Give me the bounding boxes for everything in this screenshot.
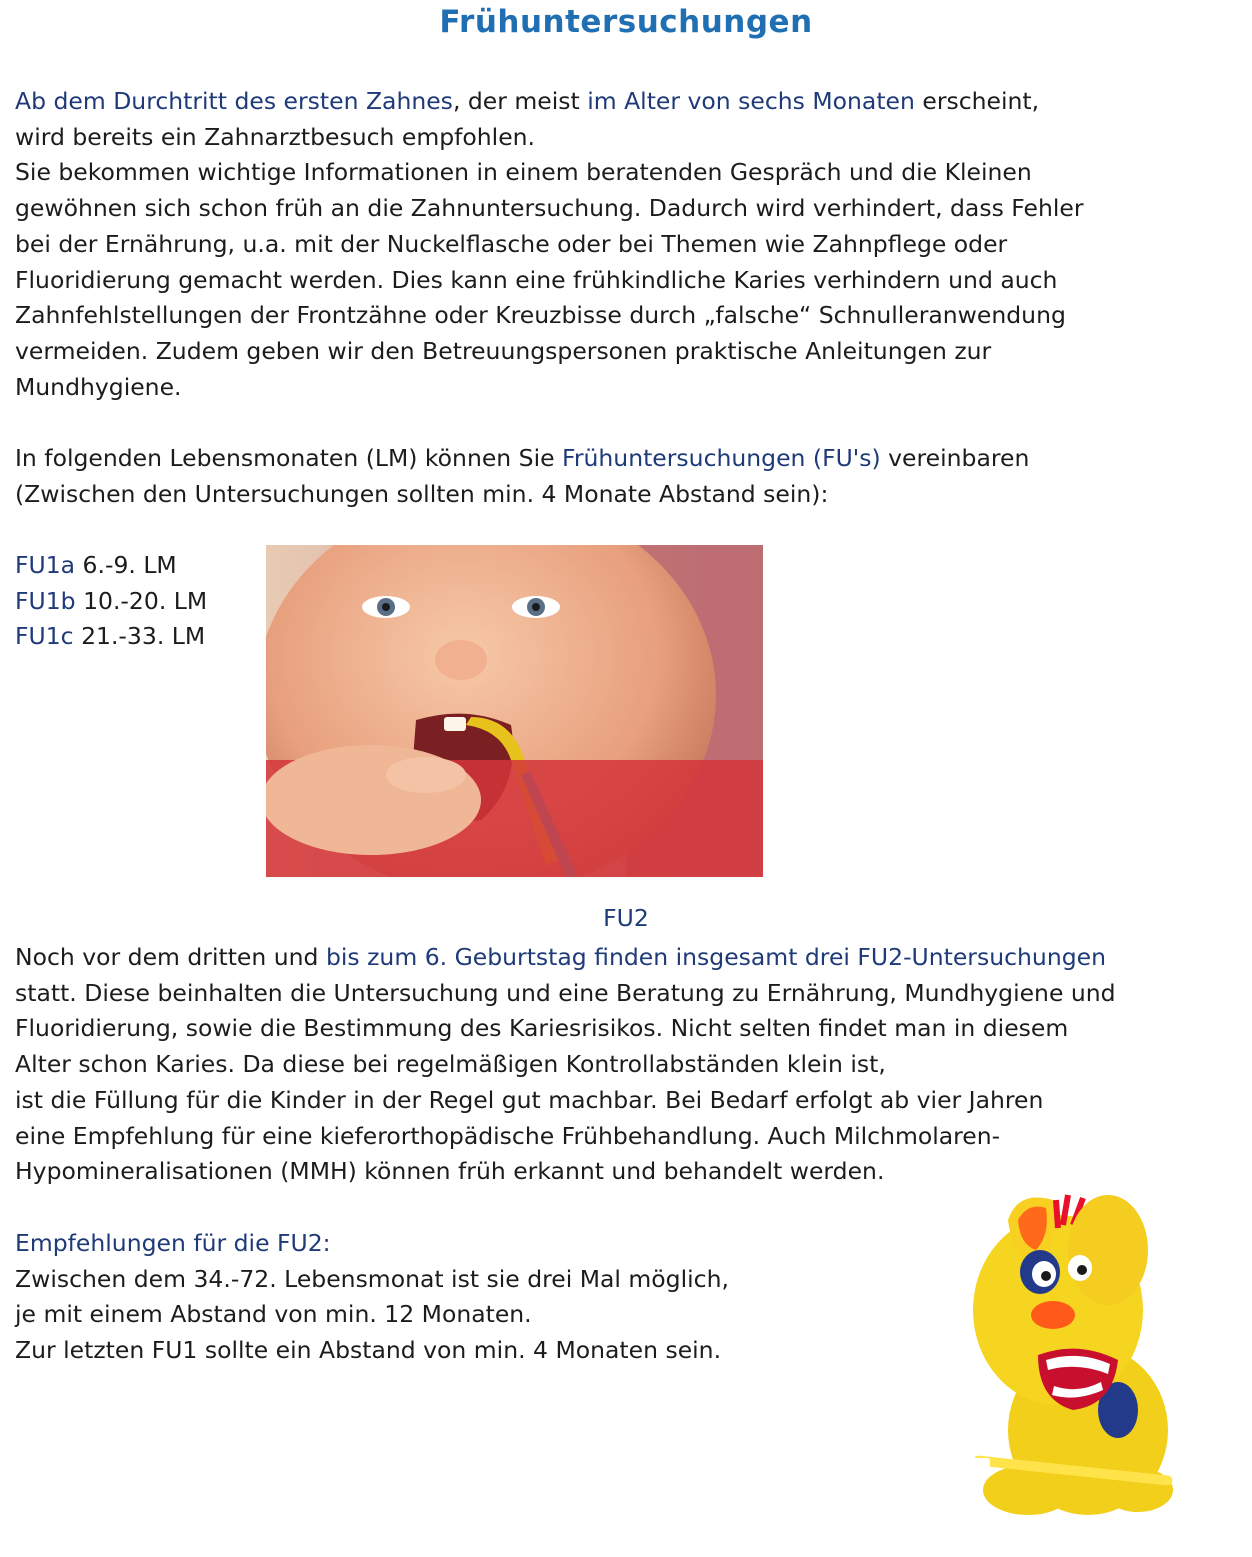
fu2-paragraph: Noch vor dem dritten und bis zum 6. Geburtstag finden insgesamt drei FU2-Untersuchungen statt. Diese beinhalten die Untersuchung und eine Beratung zu Ernährung, Mundhygiene und Fluoridierung, sowie die Bestimmung des Kariesrisikos. Nicht selten findet man in diesem Alter schon Karies. Da diese bei regelmäßigen Kontrollabständen klein ist, ist die Füllung für die Kinder in der Regel gut machbar. Bei Bedarf erfolgt ab vier Jahren eine Empfehlung für eine kieferorthopädische Frühbehandlung. Auch Milchmolaren- Hypomineralisationen (MMH) können früh erkannt und behandelt werden.: [15, 943, 1116, 1186]
recommendation-heading: Empfehlungen für die FU2:: [15, 1229, 331, 1257]
schedule-intro: In folgenden Lebensmonaten (LM) können Sie Frühuntersuchungen (FU's) vereinbaren (Zwischen den Untersuchungen sollten min. 4 Monate Abstand sein):: [15, 444, 1030, 508]
baby-toothbrush-photo: [266, 545, 763, 877]
list-item: FU1a 6.-9. LM: [15, 551, 177, 579]
highlight-six-months: im Alter von sechs Monaten: [587, 87, 915, 115]
list-item: FU1b 10.-20. LM: [15, 586, 208, 615]
plush-dog-mascot-image: [968, 1190, 1178, 1520]
highlight-fu2: bis zum 6. Geburtstag finden insgesamt drei FU2-Untersuchungen: [325, 943, 1106, 971]
recommendation-block: Empfehlungen für die FU2: Zwischen dem 34.-72. Lebensmonat ist sie drei Mal möglich, je mit einem Abstand von min. 12 Monaten. Zur letzten FU1 sollte ein Abstand von min. 4 Monaten sein.: [15, 1229, 729, 1365]
highlight-first-tooth: Ab dem Durchtritt des ersten Zahnes: [15, 87, 453, 115]
list-item: FU1c 21.-33. LM: [15, 622, 206, 651]
highlight-fu: Frühuntersuchungen (FU's): [562, 444, 881, 472]
fu2-heading: FU2: [603, 904, 649, 932]
page-title: Frühuntersuchungen: [439, 4, 813, 40]
fu1-list: [15, 548, 207, 655]
intro-paragraph: Ab dem Durchtritt des ersten Zahnes, der meist im Alter von sechs Monaten erscheint, wird bereits ein Zahnarztbesuch empfohlen. Sie bekommen wichtige Informationen in einem beratenden Gespräch und die Kleinen gewöhnen sich schon früh an die Zahnuntersuchung. Dadurch wird verhindert, dass Fehler bei der Ernährung, u.a. mit der Nuckelflasche oder bei Themen wie Zahnpflege oder Fluoridierung gemacht werden. Dies kann eine frühkindliche Karies verhindern und auch Zahnfehlstellungen der Frontzähne oder Kreuzbisse durch „falsche“ Schnulleranwendung vermeiden. Zudem geben wir den Betreuungspersonen praktische Anleitungen zur Mundhygiene.: [15, 87, 1084, 401]
